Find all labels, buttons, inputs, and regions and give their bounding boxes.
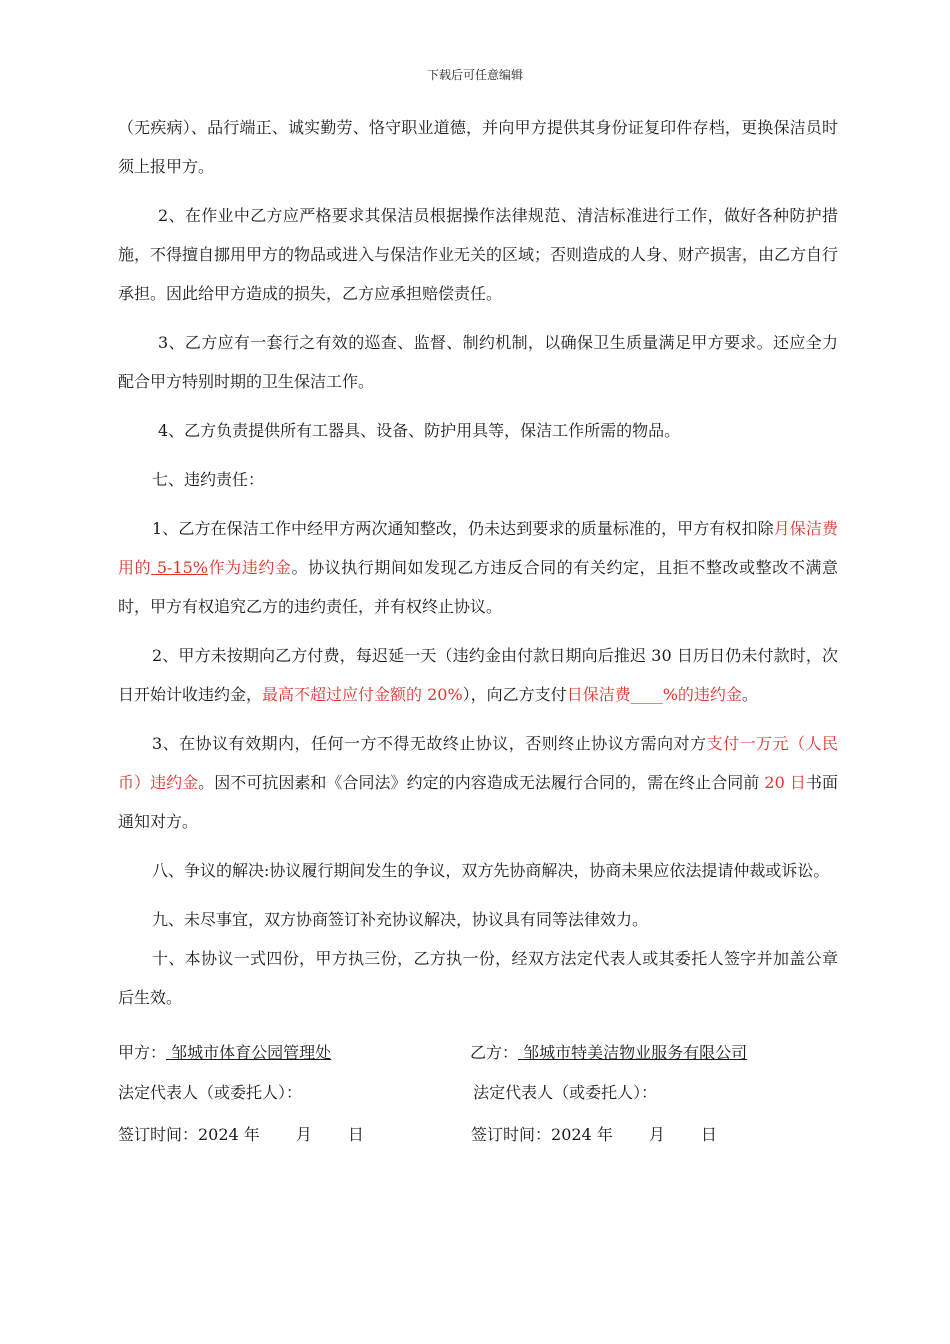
breach-3-highlight-days: 20 日 (764, 773, 806, 792)
page-header: 下载后可任意编辑 (426, 68, 523, 82)
section-heading-breach: 七、违约责任： (152, 470, 265, 489)
breach-1-text-a: 1、乙方在保洁工作中经甲方两次通知整改，仍未达到要求的质量标准的，甲方有权扣除 (152, 519, 774, 538)
breach-1-text-b: 。协议执行期间如发现乙方违反合同的有关约定，且拒不整改或整改不满意时，甲方有权追究乙方的违约责任，并有权终止协议。 (118, 558, 838, 616)
party-a-representative: 法定代表人（或委托人）： (118, 1083, 303, 1102)
breach-2-highlight-max: 最高不超过应付金额的 20% (262, 685, 463, 704)
party-b-day: 日 (700, 1125, 717, 1144)
party-b-date (469, 1122, 838, 1145)
breach-2-text-a: 2、甲方未按期向乙方付费，每迟延一天（违约金由付款日期向后推迟 30 日历日仍未付款时，次日开始计收违约金， (118, 646, 838, 704)
paragraph-breach-2 (118, 636, 838, 714)
paragraph-item-4: 4、乙方负责提供所有工器具、设备、防护用具等，保洁工作所需的物品。 (158, 421, 681, 440)
paragraph-breach-1 (118, 509, 838, 626)
breach-3-text-b: 。因不可抗因素和《合同法》约定的内容造成无法履行合同的，需在终止合同前 (198, 773, 765, 792)
section-copies-effective: 十、本协议一式四份，甲方执三份，乙方执一份，经双方法定代表人或其委托人签字并加盖公章后生效。 (118, 949, 838, 1007)
party-a-month: 月 (295, 1125, 312, 1144)
party-b (470, 1040, 838, 1063)
party-b-label: 乙方： (470, 1043, 519, 1062)
breach-1-highlight-b: 作为违约金 (208, 558, 292, 577)
section-supplementary: 九、未尽事宜，双方协商签订补充协议解决，协议具有同等法律效力。 (152, 910, 649, 929)
paragraph-item-2: 2、在作业中乙方应严格要求其保洁员根据操作法律规范、清洁标准进行工作，做好各种防护措施，不得擅自挪用甲方的物品或进入与保洁作业无关的区域；否则造成的人身、财产损害，由乙方自行承担。因此给甲方造成的损失，乙方应承担赔偿责任。 (118, 206, 839, 303)
breach-1-highlight-a: 月保洁费用的 (118, 519, 838, 577)
party-a (118, 1040, 470, 1063)
party-b-name: 邹城市特美洁物业服务有限公司 (518, 1043, 748, 1062)
signature-party-row (118, 1040, 838, 1063)
breach-3-text-c: 书面通知对方。 (118, 773, 838, 831)
breach-2-text-b: ），向乙方支付 (462, 685, 567, 704)
paragraph-staff-requirements: （无疾病）、品行端正、诚实勤劳、恪守职业道德，并向甲方提供其身份证复印件存档，更换保洁员时须上报甲方。 (118, 118, 838, 176)
breach-2-highlight-rate: %的违约金 (662, 685, 742, 704)
party-a-name: 邹城市体育公园管理处 (166, 1043, 332, 1062)
party-a-date (118, 1122, 469, 1145)
signature-date-row (118, 1122, 838, 1145)
breach-2-highlight-fee: 日保洁费 (566, 685, 631, 704)
signature-representative-row (118, 1080, 838, 1103)
breach-2-text-c: 。 (741, 685, 758, 704)
breach-3-text-a: 3、在协议有效期内，任何一方不得无故终止协议，否则终止协议方需向对方 (152, 734, 707, 753)
paragraph-breach-3 (118, 724, 838, 841)
paragraph-item-3: 3、乙方应有一套行之有效的巡查、监督、制约机制，以确保卫生质量满足甲方要求。还应全力配合甲方特别时期的卫生保洁工作。 (118, 333, 838, 391)
party-b-representative: 法定代表人（或委托人）： (473, 1083, 658, 1102)
party-a-label: 甲方： (118, 1043, 167, 1062)
party-a-date-label: 签订时间：2024 年 (118, 1125, 260, 1144)
breach-2-blank: ____ (630, 685, 663, 704)
party-a-day: 日 (347, 1125, 364, 1144)
party-b-date-label: 签订时间：2024 年 (471, 1125, 613, 1144)
breach-3-highlight-penalty: 支付一万元（人民币）违约金 (118, 734, 838, 792)
document-body (118, 108, 838, 1017)
section-dispute-resolution: 八、争议的解决:协议履行期间发生的争议，双方先协商解决，协商未果应依法提请仲裁或诉讼。 (152, 861, 830, 880)
breach-1-highlight-percent: 5-15% (151, 558, 208, 577)
party-b-month: 月 (648, 1125, 665, 1144)
